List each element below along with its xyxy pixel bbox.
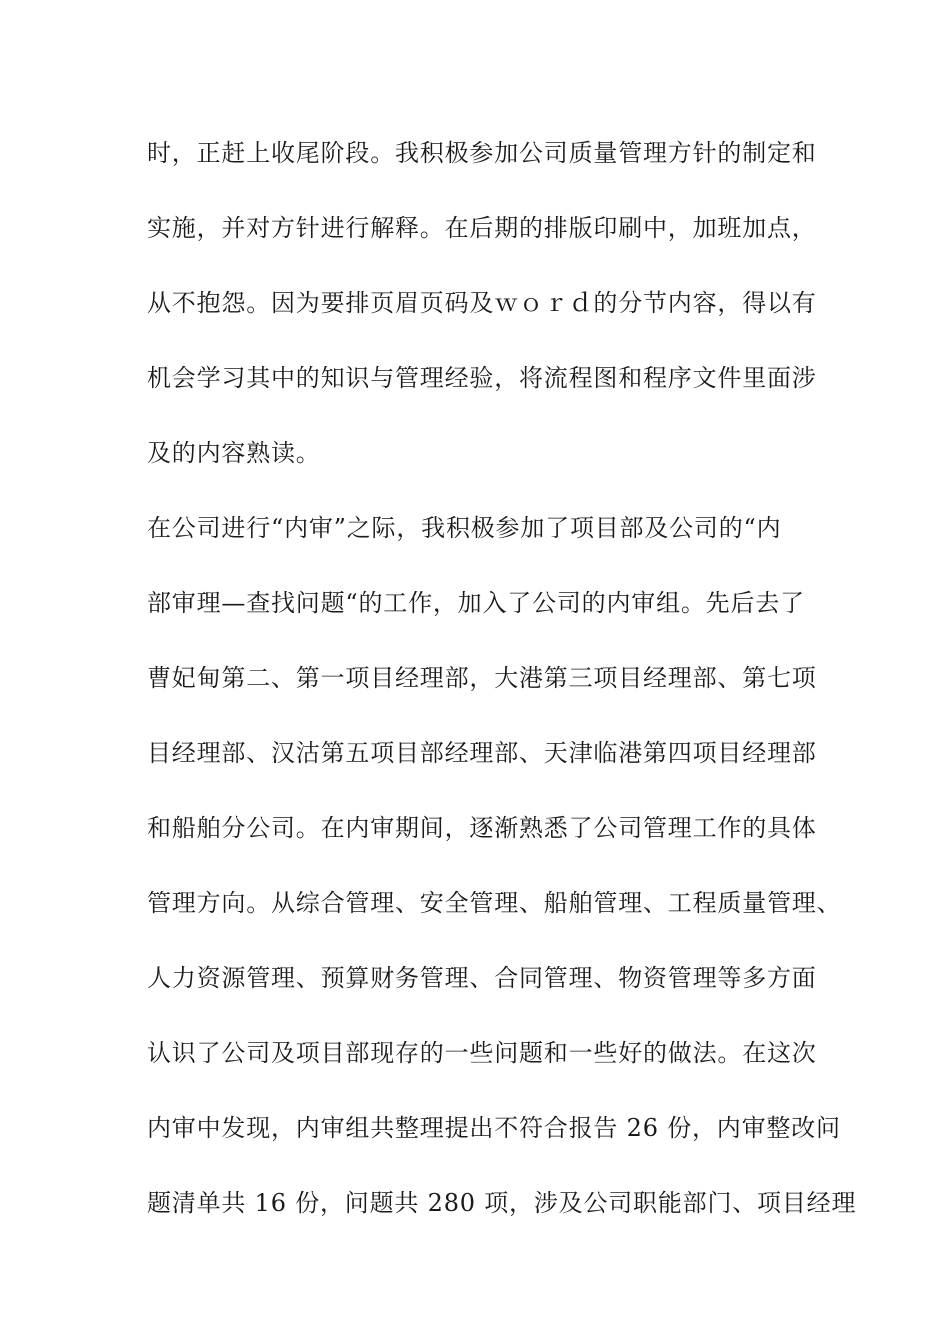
text-line: 机会学习其中的知识与管理经验，将流程图和程序文件里面涉 [147,364,817,392]
text-line: 人力资源管理、预算财务管理、合同管理、物资管理等多方面 [147,964,817,992]
text-line: 和船舶分公司。在内审期间，逐渐熟悉了公司管理工作的具体 [147,814,817,842]
text-line: 曹妃甸第二、第一项目经理部，大港第三项目经理部、第七项 [147,664,817,692]
text-line: 管理方向。从综合管理、安全管理、船舶管理、工程质量管理、 [147,889,842,917]
text-line: 实施，并对方针进行解释。在后期的排版印刷中，加班加点， [147,214,817,242]
text-line: 从不抱怨。因为要排页眉页码及ｗｏｒｄ的分节内容，得以有 [147,289,817,317]
text-line: 认识了公司及项目部现存的一些问题和一些好的做法。在这次 [147,1039,817,1067]
text-line: 部审理—查找问题“的工作，加入了公司的内审组。先后去了 [147,589,805,617]
text-line: 题清单共 16 份，问题共 280 项，涉及公司职能部门、项目经理 [147,1189,857,1217]
text-line: 及的内容熟读。 [147,439,321,467]
text-line: 时，正赶上收尾阶段。我积极参加公司质量管理方针的制定和 [147,139,817,167]
text-line: 内审中发现，内审组共整理提出不符合报告 26 份，内审整改问 [147,1114,841,1142]
text-line: 在公司进行“内审”之际，我积极参加了项目部及公司的“内 [147,514,782,542]
body-text [147,133,857,1258]
text-line: 目经理部、汉沽第五项目部经理部、天津临港第四项目经理部 [147,739,817,767]
